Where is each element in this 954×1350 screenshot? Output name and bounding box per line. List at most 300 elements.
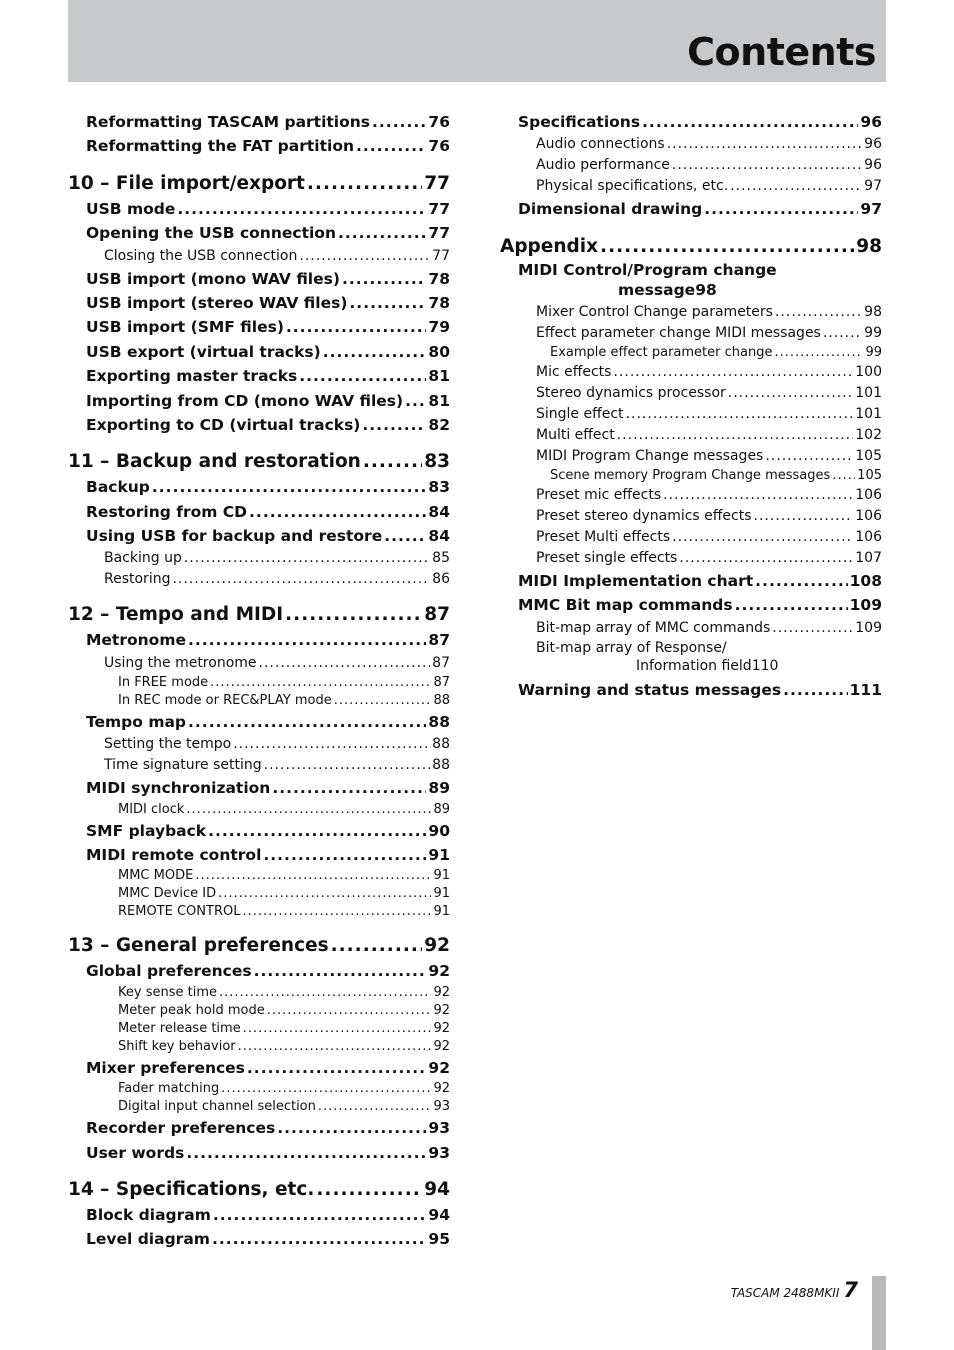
section-gap [68, 921, 450, 933]
toc-entry-page: 98 [864, 303, 882, 320]
dot-leader [277, 1116, 426, 1140]
toc-entry-title: Audio connections [536, 136, 665, 153]
toc-entry[interactable] [500, 446, 882, 467]
toc-entry-page: 105 [855, 447, 882, 464]
dot-leader [299, 246, 430, 267]
toc-entry-page: 99 [864, 324, 882, 341]
toc-entry-title: Meter peak hold mode [118, 1002, 265, 1018]
section-gap [68, 1165, 450, 1177]
toc-entry[interactable] [500, 260, 882, 302]
toc-entry-title: 10 – File import/export [68, 172, 305, 194]
dot-leader [238, 1038, 432, 1056]
toc-entry-page: 92 [433, 1020, 450, 1036]
toc-entry[interactable] [68, 819, 450, 843]
dot-leader [626, 404, 854, 425]
toc-entry-title: Opening the USB connection [86, 224, 336, 243]
dot-leader [642, 110, 858, 134]
toc-entry[interactable] [68, 867, 450, 885]
dot-leader [316, 1177, 422, 1203]
toc-entry[interactable] [500, 425, 882, 446]
toc-entry-page: 93 [428, 1143, 450, 1162]
dot-leader [172, 569, 430, 590]
toc-entry[interactable] [68, 1002, 450, 1020]
toc-entry-page: 101 [855, 405, 882, 422]
dot-leader [188, 710, 426, 734]
toc-entry-title: 14 – Specifications, etc. [68, 1178, 315, 1200]
toc-entry[interactable] [68, 801, 450, 819]
toc-entry[interactable] [500, 323, 882, 344]
dot-leader [663, 485, 853, 506]
dot-leader [832, 467, 855, 485]
toc-entry-title: Warning and status messages [518, 680, 782, 699]
dot-leader [219, 984, 431, 1002]
toc-entry[interactable] [68, 843, 450, 867]
toc-entry-title: Time signature setting [104, 757, 262, 774]
toc-chapter[interactable] [68, 449, 450, 475]
toc-entry-title: USB import (SMF files) [86, 318, 284, 337]
toc-entry-title: Restoring from CD [86, 502, 248, 521]
toc-entry[interactable] [68, 197, 450, 221]
toc-entry[interactable] [68, 1116, 450, 1140]
toc-entry-title: In FREE mode [118, 674, 209, 690]
toc-entry[interactable] [68, 692, 450, 710]
toc-entry-page: 88 [432, 757, 450, 774]
toc-entry-title: Closing the USB connection [104, 247, 298, 264]
toc-entry-page: 92 [433, 1002, 450, 1018]
toc-entry-page: 100 [855, 363, 882, 380]
toc-entry[interactable] [68, 413, 450, 437]
toc-entry[interactable] [500, 110, 882, 134]
toc-entry-page: 91 [433, 886, 450, 902]
dot-leader [405, 389, 426, 413]
dot-leader [363, 449, 422, 475]
toc-entry-title: Single effect [536, 405, 624, 422]
toc-entry-title: Audio performance [536, 157, 670, 174]
toc-entry[interactable] [68, 524, 450, 548]
toc-left-column [68, 110, 450, 1252]
dot-leader [242, 903, 431, 921]
toc-entry[interactable] [68, 548, 450, 569]
toc-entry-title: Effect parameter change MIDI messages [536, 324, 821, 341]
toc-entry[interactable] [500, 302, 882, 323]
toc-entry-page: 97 [860, 200, 882, 219]
toc-entry[interactable] [500, 678, 882, 702]
dot-leader [765, 446, 853, 467]
toc-entry-page: 106 [855, 486, 882, 503]
toc-entry-page: 91 [433, 904, 450, 920]
toc-entry-title: In REC mode or REC&PLAY mode [118, 692, 332, 708]
dot-leader [372, 110, 426, 134]
dot-leader [667, 134, 862, 155]
dot-leader [384, 524, 426, 548]
dot-leader [323, 340, 427, 364]
toc-entry-page: 78 [428, 293, 450, 312]
toc-entry[interactable] [68, 903, 450, 921]
dot-leader [267, 1002, 432, 1020]
toc-entry-title: MIDI remote control [86, 846, 262, 865]
page-edge-tab [872, 1276, 886, 1350]
toc-entry-title: USB import (stereo WAV files) [86, 293, 348, 312]
toc-entry-title: Restoring [104, 571, 171, 588]
toc-entry-title: USB import (mono WAV files) [86, 269, 340, 288]
toc-entry-page: 97 [864, 178, 882, 195]
toc-entry-page: 99 [865, 344, 882, 360]
toc-entry[interactable] [68, 885, 450, 903]
toc-entry-page: 98 [695, 280, 717, 299]
dot-leader [617, 425, 854, 446]
dot-leader [247, 1056, 427, 1080]
toc-entry[interactable] [68, 710, 450, 734]
toc-entry-page: 92 [433, 1081, 450, 1097]
toc-entry-page: 87 [433, 674, 450, 690]
toc-entry-page: 78 [428, 269, 450, 288]
toc-entry[interactable] [68, 628, 450, 652]
dot-leader [259, 653, 431, 674]
dot-leader [210, 674, 431, 692]
toc-entry-page: 95 [428, 1230, 450, 1249]
toc-entry-page: 91 [433, 868, 450, 884]
dot-leader [754, 506, 854, 527]
toc-entry[interactable] [68, 1038, 450, 1056]
toc-entry[interactable] [68, 340, 450, 364]
toc-entry[interactable] [500, 618, 882, 639]
toc-entry-page: 88 [432, 736, 450, 753]
dot-leader [356, 134, 426, 158]
toc-entry-title: Dimensional drawing [518, 200, 703, 219]
toc-entry-title: Metronome [86, 631, 186, 650]
toc-entry-title: Tempo map [86, 712, 187, 731]
toc-entry-page: 92 [424, 935, 450, 957]
toc-entry-page: 80 [428, 342, 450, 361]
toc-entry[interactable] [68, 1098, 450, 1116]
toc-entry-page: 76 [428, 137, 450, 156]
toc-entry-title: Preset single effects [536, 549, 678, 566]
toc-entry-page: 89 [428, 779, 450, 798]
toc-entry-title: USB mode [86, 199, 176, 218]
toc-entry[interactable] [500, 176, 882, 197]
toc-entry-title: Exporting to CD (virtual tracks) [86, 415, 361, 434]
toc-entry-title: Backup [86, 478, 150, 497]
toc-entry[interactable] [68, 674, 450, 692]
toc-entry-title: Setting the tempo [104, 736, 232, 753]
toc-entry-title: Using USB for backup and restore [86, 527, 383, 546]
toc-entry-title: Physical specifications, etc. [536, 178, 729, 195]
toc-entry-title: REMOTE CONTROL [118, 904, 241, 920]
toc-entry[interactable] [68, 246, 450, 267]
dot-leader [221, 1080, 431, 1098]
toc-entry[interactable] [68, 1141, 450, 1165]
toc-entry-title: MMC Device ID [118, 886, 217, 902]
toc-entry[interactable] [68, 1020, 450, 1038]
toc-entry-page: 79 [428, 318, 450, 337]
toc-entry-page: 102 [855, 426, 882, 443]
toc-entry-page: 89 [433, 801, 450, 817]
dot-leader [218, 885, 431, 903]
dot-leader [186, 1141, 426, 1165]
toc-entry-title-continued: Information field [636, 657, 752, 674]
toc-entry-title: Meter release time [118, 1020, 241, 1036]
toc-entry-page: 92 [428, 1058, 450, 1077]
toc-entry-title: Bit-map array of Response/ [536, 639, 727, 656]
toc-entry-title: Reformatting the FAT partition [86, 137, 355, 156]
toc-entry[interactable] [500, 639, 882, 678]
toc-entry-page: 96 [860, 113, 882, 131]
toc-entry[interactable] [68, 267, 450, 291]
toc-entry-title: Mixer Control Change parameters [536, 303, 773, 320]
dot-leader [318, 1098, 432, 1116]
dot-leader [338, 221, 426, 245]
toc-entry-title: Digital input channel selection [118, 1099, 316, 1115]
toc-entry-title: Stereo dynamics processor [536, 384, 726, 401]
toc-entry-title: Preset stereo dynamics effects [536, 507, 752, 524]
toc-entry-page: 83 [428, 478, 450, 497]
dot-leader [177, 197, 426, 221]
toc-entry-title: Scene memory Program Change messages [550, 467, 831, 483]
dot-leader [774, 344, 863, 362]
toc-entry-title: MIDI clock [118, 801, 185, 817]
dot-leader [254, 959, 427, 983]
toc-entry-page: 77 [428, 224, 450, 243]
toc-entry-title: Mixer preferences [86, 1058, 245, 1077]
toc-entry[interactable] [68, 315, 450, 339]
toc-entry-page: 105 [857, 467, 882, 483]
dot-leader [362, 413, 426, 437]
toc-chapter[interactable] [68, 1177, 450, 1203]
toc-entry-title: USB export (virtual tracks) [86, 342, 321, 361]
dot-leader [212, 1227, 426, 1251]
toc-entry-page: 111 [849, 680, 882, 699]
toc-entry-title: Preset Multi effects [536, 528, 671, 545]
dot-leader [264, 755, 431, 776]
toc-entry-title: Preset mic effects [536, 486, 662, 503]
toc-right-column [500, 110, 882, 702]
toc-entry-page: 107 [855, 549, 882, 566]
toc-entry-page: 76 [428, 113, 450, 131]
toc-entry-title: MIDI synchronization [86, 779, 271, 798]
toc-entry[interactable] [500, 404, 882, 425]
toc-entry[interactable] [500, 155, 882, 176]
toc-entry-title: Bit-map array of MMC commands [536, 619, 771, 636]
section-gap [500, 222, 882, 234]
toc-entry-page: 88 [428, 712, 450, 731]
toc-entry-page: 109 [855, 619, 882, 636]
toc-entry-title: 13 – General preferences [68, 935, 329, 957]
dot-leader [186, 801, 431, 819]
toc-entry[interactable] [500, 548, 882, 569]
dot-leader [208, 819, 426, 843]
toc-entry-title: Recorder preferences [86, 1119, 276, 1138]
toc-entry[interactable] [68, 1056, 450, 1080]
toc-entry-title: Multi effect [536, 426, 615, 443]
toc-entry-page: 86 [432, 571, 450, 588]
toc-chapter[interactable] [68, 933, 450, 959]
toc-entry[interactable] [68, 755, 450, 776]
toc-entry-page: 84 [428, 502, 450, 521]
toc-entry[interactable] [500, 467, 882, 485]
toc-entry[interactable] [68, 475, 450, 499]
toc-entry-page: 109 [849, 596, 882, 615]
dot-leader [184, 548, 430, 569]
toc-entry[interactable] [500, 383, 882, 404]
toc-entry-page: 92 [428, 962, 450, 981]
toc-entry-page: 106 [855, 528, 882, 545]
toc-entry-page: 91 [428, 846, 450, 865]
toc-entry-page: 87 [424, 604, 450, 626]
dot-leader [188, 628, 426, 652]
dot-leader [243, 1020, 432, 1038]
toc-entry-page: 106 [855, 507, 882, 524]
toc-entry-title: Key sense time [118, 984, 217, 1000]
dot-leader [342, 267, 426, 291]
toc-entry-title: Block diagram [86, 1205, 211, 1224]
toc-entry-title-continued: message [618, 280, 696, 299]
toc-entry-title: User words [86, 1143, 185, 1162]
toc-entry-title: Example effect parameter change [550, 344, 773, 360]
toc-entry[interactable] [68, 221, 450, 245]
toc-entry[interactable] [68, 1203, 450, 1227]
dot-leader [755, 569, 847, 593]
toc-entry[interactable] [500, 569, 882, 593]
toc-entry-page: 81 [428, 391, 450, 410]
toc-entry[interactable] [68, 291, 450, 315]
toc-entry-title: Specifications [518, 113, 641, 131]
toc-entry-page: 88 [433, 692, 450, 708]
toc-entry-page: 83 [424, 451, 450, 473]
toc-entry-page: 82 [428, 415, 450, 434]
toc-entry-page: 93 [428, 1119, 450, 1138]
toc-chapter[interactable] [68, 171, 450, 197]
toc-entry-page: 92 [433, 984, 450, 1000]
dot-leader [783, 678, 848, 702]
toc-entry-page: 87 [432, 654, 450, 671]
dot-leader [249, 500, 426, 524]
dot-leader [728, 383, 853, 404]
toc-entry[interactable] [500, 197, 882, 221]
toc-entry[interactable] [68, 1080, 450, 1098]
dot-leader [213, 1203, 427, 1227]
toc-entry-page: 85 [432, 550, 450, 567]
dot-leader [735, 593, 848, 617]
footer [731, 1278, 858, 1302]
toc-entry-title: 11 – Backup and restoration [68, 451, 361, 473]
toc-entry-title: Reformatting TASCAM partitions [86, 113, 371, 131]
toc-entry-page: 101 [855, 384, 882, 401]
toc-entry-page: 96 [864, 136, 882, 153]
toc-entry-title: Level diagram [86, 1230, 210, 1249]
page-title: Contents [687, 30, 876, 74]
toc-entry-title: Importing from CD (mono WAV files) [86, 391, 404, 410]
dot-leader [331, 933, 423, 959]
toc-entry[interactable] [68, 569, 450, 590]
dot-leader [613, 362, 853, 383]
toc-entry-page: 98 [856, 235, 882, 257]
dot-leader [299, 364, 426, 388]
footer-brand: TASCAM 2488MKII [730, 1286, 840, 1300]
dot-leader [334, 692, 432, 710]
toc-entry[interactable] [68, 500, 450, 524]
toc-entry[interactable] [500, 527, 882, 548]
dot-leader [730, 176, 862, 197]
toc-entry-page: 77 [428, 199, 450, 218]
toc-entry-title: MIDI Program Change messages [536, 447, 764, 464]
toc-entry-title: Shift key behavior [118, 1038, 236, 1054]
section-gap [68, 590, 450, 602]
toc-entry[interactable] [68, 959, 450, 983]
toc-entry-page: 96 [864, 157, 882, 174]
dot-leader [263, 843, 426, 867]
toc-entry[interactable] [68, 110, 450, 134]
toc-entry[interactable] [68, 776, 450, 800]
toc-entry-page: 77 [424, 172, 450, 194]
toc-entry[interactable] [500, 134, 882, 155]
header-bar [68, 0, 886, 82]
toc-entry-page: 90 [428, 821, 450, 840]
toc-entry[interactable] [68, 364, 450, 388]
dot-leader [679, 548, 853, 569]
toc-entry[interactable] [68, 389, 450, 413]
toc-entry-title: Exporting master tracks [86, 367, 298, 386]
toc-entry-title: MMC Bit map commands [518, 596, 733, 615]
toc-entry-page: 92 [433, 1038, 450, 1054]
toc-entry[interactable] [500, 506, 882, 527]
toc-entry-page: 94 [424, 1178, 450, 1200]
toc-entry[interactable] [500, 485, 882, 506]
section-gap [68, 437, 450, 449]
toc-entry[interactable] [68, 734, 450, 755]
toc-entry-title: Appendix [500, 235, 599, 257]
toc-entry-page: 93 [433, 1099, 450, 1115]
dot-leader [195, 867, 431, 885]
toc-entry-page: 81 [428, 367, 450, 386]
toc-entry-page: 77 [432, 247, 450, 264]
dot-leader [704, 197, 858, 221]
footer-page-number: 7 [843, 1278, 858, 1302]
dot-leader [286, 315, 427, 339]
toc-entry[interactable] [68, 653, 450, 674]
toc-entry[interactable] [500, 344, 882, 362]
dot-leader [349, 291, 426, 315]
toc-entry-page: 110 [751, 657, 779, 674]
dot-leader [233, 734, 430, 755]
toc-entry[interactable] [500, 593, 882, 617]
toc-entry[interactable] [68, 134, 450, 158]
toc-entry-page: 84 [428, 527, 450, 546]
toc-entry[interactable] [500, 362, 882, 383]
dot-leader [823, 323, 862, 344]
toc-entry-title: MIDI Implementation chart [518, 571, 754, 590]
toc-entry-title: Mic effects [536, 363, 612, 380]
dot-leader [775, 302, 862, 323]
dot-leader [272, 776, 426, 800]
toc-entry[interactable] [68, 984, 450, 1002]
dot-leader [307, 171, 422, 197]
section-gap [68, 159, 450, 171]
toc-entry[interactable] [68, 1227, 450, 1251]
toc-entry-title: SMF playback [86, 821, 207, 840]
toc-entry-page: 94 [428, 1205, 450, 1224]
toc-entry-title: Using the metronome [104, 654, 257, 671]
dot-leader [672, 527, 853, 548]
toc-chapter[interactable] [500, 234, 882, 260]
dot-leader [672, 155, 862, 176]
toc-entry-title: 12 – Tempo and MIDI [68, 604, 284, 626]
toc-entry-title: Backing up [104, 550, 182, 567]
toc-entry-title: Global preferences [86, 962, 252, 981]
dot-leader [152, 475, 427, 499]
toc-chapter[interactable] [68, 602, 450, 628]
toc-entry-title: Fader matching [118, 1081, 220, 1097]
toc-entry-page: 87 [428, 631, 450, 650]
